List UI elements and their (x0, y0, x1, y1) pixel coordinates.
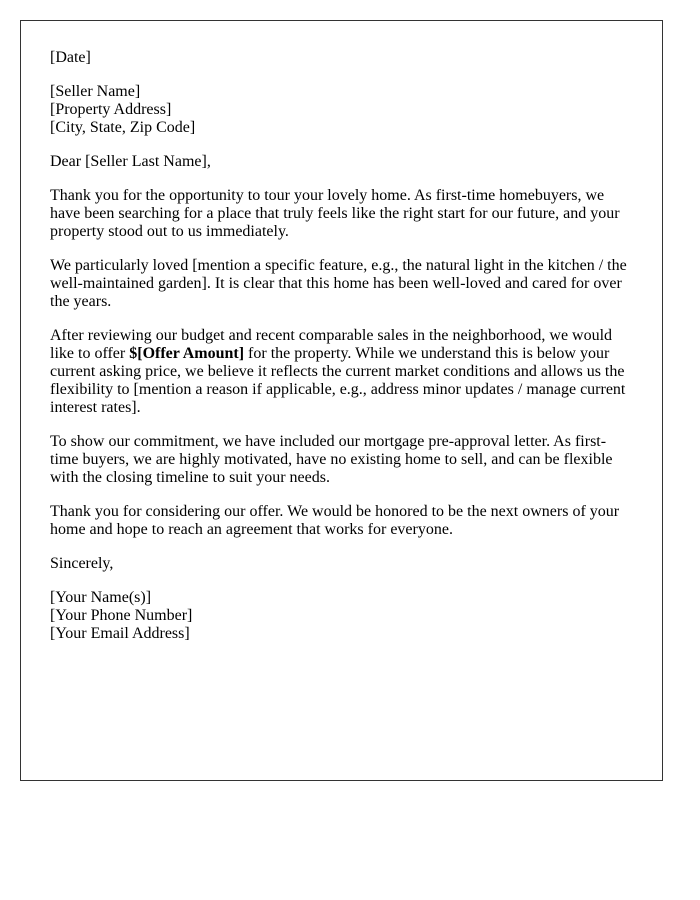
salutation: Dear [Seller Last Name], (50, 153, 211, 170)
paragraph-intro: Thank you for the opportunity to tour your lovely home. As first-time homebuyers, we have been searching for a place that truly feels like the right start for our future, and your property stood out to us immediately. (50, 187, 620, 240)
city-state-zip: [City, State, Zip Code] (50, 119, 196, 136)
your-name: [Your Name(s)] (50, 589, 152, 606)
seller-name: [Seller Name] (50, 83, 141, 100)
offer-amount: $[Offer Amount] (129, 345, 245, 362)
closing: Sincerely, (50, 555, 114, 572)
your-phone: [Your Phone Number] (50, 607, 193, 624)
paragraph-commitment: To show our commitment, we have included our mortgage pre-approval letter. As first-time buyers, we are highly motivated, have no existing home to sell, and can be flexible with the closing timeline to suit your needs. (50, 433, 613, 486)
property-address: [Property Address] (50, 101, 172, 118)
signature-block (50, 589, 633, 643)
paragraph-features: We particularly loved [mention a specific feature, e.g., the natural light in the kitchen / the well-maintained garden]. It is clear that this home has been well-loved and cared for over the years. (50, 257, 627, 310)
paragraph-offer (50, 327, 633, 417)
offer-letter (20, 20, 663, 781)
offer-text-before: After reviewing our budget and recent comparable sales in the neighborhood, we would like to offer (50, 327, 613, 362)
paragraph-thanks: Thank you for considering our offer. We would be honored to be the next owners of your home and hope to reach an agreement that works for everyone. (50, 503, 620, 538)
recipient-address (50, 83, 633, 137)
your-email: [Your Email Address] (50, 625, 190, 642)
letter-date: [Date] (50, 49, 91, 66)
offer-text-after: for the property. While we understand this is below your current asking price, we believe it reflects the current market conditions and allows us the flexibility to [mention a reason if applicable, e.g., address minor updates / manage current interest rates]. (50, 345, 626, 416)
